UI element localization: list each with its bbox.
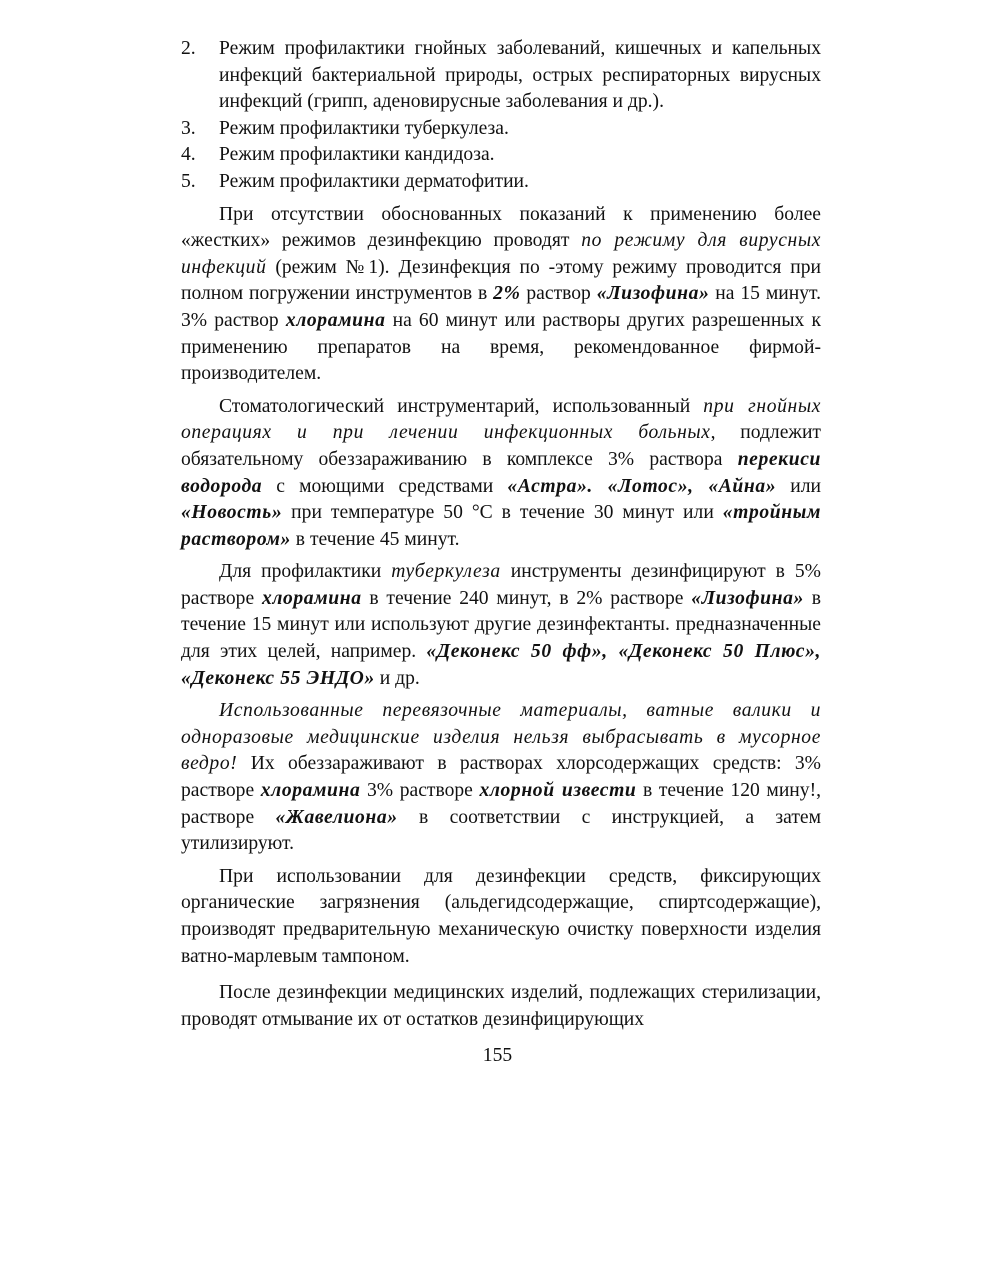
text: Для профилактики <box>219 561 392 583</box>
list-item <box>181 169 821 196</box>
list-number: 5. <box>181 170 196 192</box>
list-item <box>181 116 821 143</box>
text: при температуре 50 °С в течение 30 минут или <box>282 502 723 524</box>
text: на 15 минут. 3% раствор <box>181 283 821 331</box>
drug-name: «Деконекс 50 фф», «Деконекс 50 Плюс», «Деконекс 55 ЭНДО» <box>181 641 821 689</box>
text: раствор <box>520 283 597 305</box>
drug-name: хлорамина <box>285 309 386 331</box>
drug-name: хлорамина <box>260 780 361 802</box>
drug-name: «Лизофина» <box>691 587 804 609</box>
emphasis: по режиму для вирусных инфекций <box>181 230 821 278</box>
text: (режим №1). Дезинфекция по -этому режиму проводится при полном погружении инструментов в <box>181 256 821 305</box>
drug-name: «тройным раствором» <box>181 502 821 550</box>
paragraph-after-disinfection <box>181 980 821 1033</box>
drug-name: хлорамина <box>261 587 362 609</box>
text: в течение 120 мину!, растворе <box>181 780 822 828</box>
text: При использовании для дезинфекции средств, фиксирующих органические загрязнения (альдегидсодержащие, спиртсодержащие), производят предварительную механическую очистку поверхности изделия ватно-марлевым тампоном. <box>181 865 821 967</box>
emphasis: туберкулеза <box>391 561 501 583</box>
text: в соответствии с инструкцией, а затем утилизируют. <box>181 806 822 855</box>
text: , подлежит обязательному обеззараживанию в комплексе 3% раствора <box>181 422 821 470</box>
list-text: Режим профилактики туберкулеза. <box>219 117 509 139</box>
text: Их обеззараживают в растворах хлорсодержащих средств: 3% растворе <box>181 753 821 802</box>
paragraph-fixing-agents <box>181 864 821 970</box>
list-item <box>181 36 821 116</box>
paragraph-viral-regime <box>181 202 821 388</box>
paragraph-dental-instruments <box>181 394 821 554</box>
drug-name: «Астра». «Лотос», «Айна» <box>507 475 777 497</box>
page-content <box>181 36 821 1033</box>
paragraph-waste-materials <box>181 698 821 858</box>
text: или <box>776 475 821 497</box>
text: и др. <box>374 667 420 689</box>
page-number: 155 <box>482 1045 513 1066</box>
emphasis: при гнойных операциях и при лечении инфекционных больных <box>181 395 821 444</box>
drug-name: «Жавелиона» <box>275 806 398 828</box>
list-text: Режим профилактики дерматофитии. <box>219 170 529 192</box>
text: инструменты дезинфицируют в 5% растворе <box>181 561 821 609</box>
text: в течение 240 минут, в 2% растворе <box>361 587 692 609</box>
list-number: 3. <box>181 117 196 139</box>
list-text: Режим профилактики гнойных заболеваний, кишечных и капельных инфекций бактериальной природы, острых респираторных вирусных инфекций (грипп, аденовирусные заболевания и др.). <box>219 38 821 113</box>
text: с моющими средствами <box>262 475 508 497</box>
text: 3% растворе <box>360 780 480 802</box>
regime-list <box>181 36 821 196</box>
text: При отсутствии обоснованных показаний к применению более «жестких» режимов дезинфекцию проводят <box>181 203 821 252</box>
list-number: 4. <box>181 144 196 166</box>
drug-name: «Новость» <box>181 502 283 524</box>
text: Стоматологический инструментарий, использованный <box>219 395 704 417</box>
list-number: 2. <box>181 38 196 59</box>
text: После дезинфекции медицинских изделий, подлежащих стерилизации, проводят отмывание их от остатков дезинфицирующих <box>181 982 821 1030</box>
emphasis: Использованные перевязочные материалы, ватные валики и одноразовые медицинские изделия нельзя выбрасывать в мусорное ведро! <box>181 700 821 775</box>
concentration: 2% <box>493 283 521 305</box>
text: в течение 45 минут. <box>290 528 460 550</box>
drug-name: «Лизофина» <box>596 283 710 305</box>
drug-name: перекиси водорода <box>181 448 821 497</box>
drug-name: хлорной извести <box>479 780 637 802</box>
paragraph-tuberculosis <box>181 559 821 692</box>
text: на 60 минут или растворы других разрешенных к применению препаратов на время, рекомендованное фирмой-производителем. <box>181 309 821 385</box>
list-item <box>181 142 821 169</box>
text: в течение 15 минут или используют другие дезинфектанты. предназначенные для этих целей, например. <box>181 587 821 663</box>
list-text: Режим профилактики кандидоза. <box>219 144 495 166</box>
